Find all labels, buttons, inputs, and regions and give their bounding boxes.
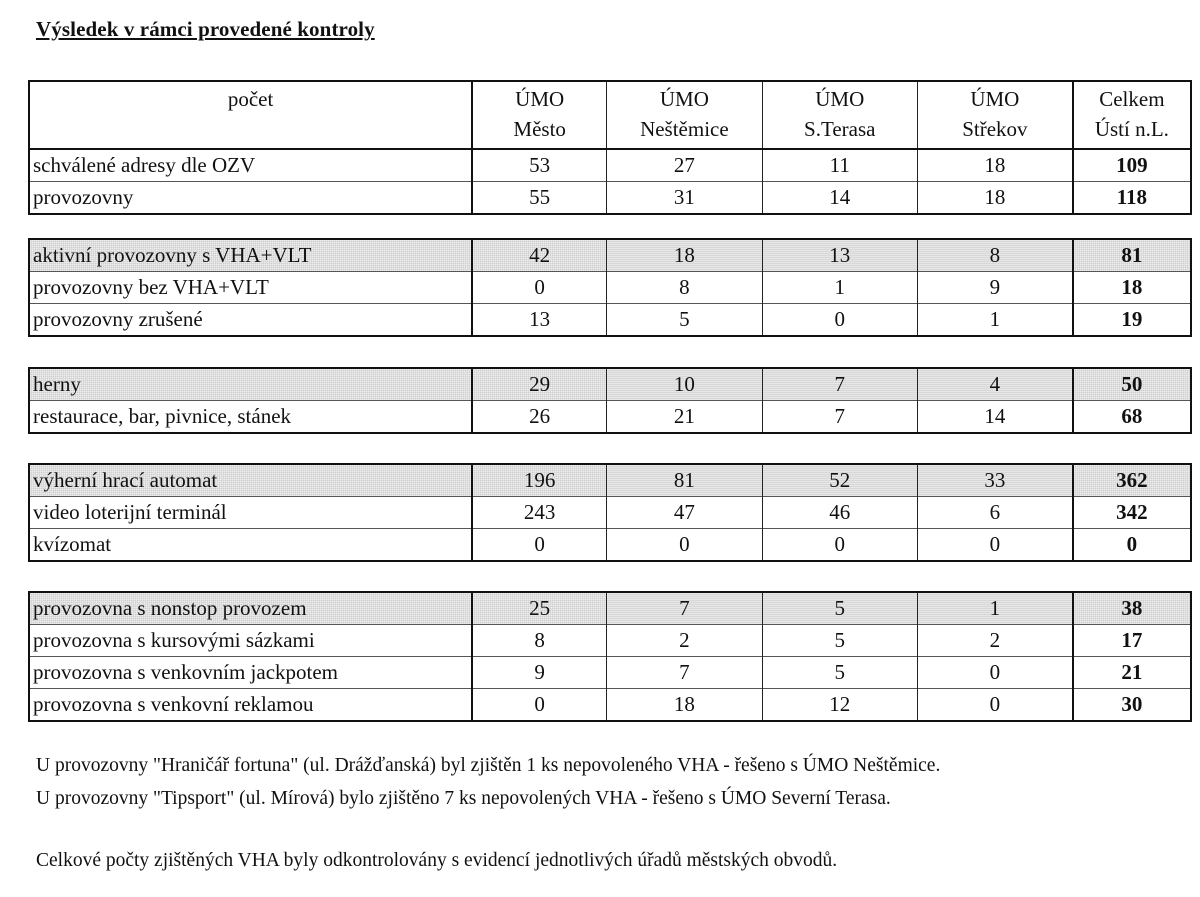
cell-total: 68 xyxy=(1073,401,1191,434)
table-row xyxy=(29,182,1191,215)
cell-umo-nestemice xyxy=(607,625,762,657)
cell-umo-mesto xyxy=(472,529,607,562)
cell-value: 4 xyxy=(989,372,1001,396)
cell-value: 0 xyxy=(679,532,690,556)
row-label: aktivní provozovny s VHA+VLT xyxy=(29,239,472,272)
cell-value: 13 xyxy=(529,307,551,331)
cell-umo-mesto xyxy=(472,304,607,337)
cell-umo-strekov xyxy=(917,239,1072,272)
cell-value: 7 xyxy=(834,404,845,428)
cell-umo-sterasa xyxy=(762,464,917,497)
cell-value: 0 xyxy=(534,532,545,556)
cell-umo-sterasa xyxy=(762,239,917,272)
cell-umo-nestemice xyxy=(607,464,762,497)
cell-value: 0 xyxy=(834,307,845,331)
cell-value: 25 xyxy=(529,596,551,620)
cell-value: 11 xyxy=(829,153,850,177)
cell-value: 2 xyxy=(679,628,690,652)
cell-total: 0 xyxy=(1073,529,1191,562)
cell-umo-mesto xyxy=(472,657,607,689)
cell-umo-strekov xyxy=(917,368,1072,401)
cell-umo-mesto xyxy=(472,625,607,657)
cell-umo-sterasa xyxy=(762,592,917,625)
cell-total: 30 xyxy=(1073,689,1191,722)
cell-umo-mesto xyxy=(472,401,607,434)
cell-value: 0 xyxy=(989,660,1001,684)
cell-value: 33 xyxy=(984,468,1006,492)
cell-umo-mesto xyxy=(472,368,607,401)
row-label: provozovna s nonstop provozem xyxy=(29,592,472,625)
table-row xyxy=(29,625,1191,657)
cell-umo-nestemice xyxy=(607,592,762,625)
cell-value: 0 xyxy=(534,692,545,716)
table-row xyxy=(29,368,1191,401)
cell-umo-mesto xyxy=(472,592,607,625)
row-label: provozovna s venkovní reklamou xyxy=(29,689,472,722)
note-tipsport: U provozovny "Tipsport" (ul. Mírová) bylo zjištěno 7 ks nepovolených VHA - řešeno s ÚMO Severní Terasa. xyxy=(36,788,891,809)
cell-umo-strekov xyxy=(917,497,1072,529)
table-row xyxy=(29,464,1191,497)
summary-table-venue-types xyxy=(28,367,1192,434)
cell-umo-mesto xyxy=(472,497,607,529)
row-label: provozovny zrušené xyxy=(29,304,472,337)
cell-value: 5 xyxy=(834,660,845,684)
cell-value: 52 xyxy=(829,468,851,492)
cell-umo-mesto xyxy=(472,464,607,497)
cell-umo-sterasa xyxy=(762,657,917,689)
table-row xyxy=(29,689,1191,722)
table-row xyxy=(29,592,1191,625)
cell-umo-mesto xyxy=(472,272,607,304)
cell-umo-strekov xyxy=(917,625,1072,657)
cell-umo-nestemice xyxy=(607,272,762,304)
cell-value: 81 xyxy=(673,468,695,492)
cell-value: 243 xyxy=(523,500,556,524)
cell-value: 6 xyxy=(989,500,1001,524)
cell-total: 19 xyxy=(1073,304,1191,337)
cell-value: 1 xyxy=(989,307,1001,331)
cell-umo-nestemice xyxy=(607,657,762,689)
header-celkem: Celkem Ústí n.L. xyxy=(1073,81,1191,149)
cell-umo-mesto xyxy=(472,239,607,272)
cell-total: 21 xyxy=(1073,657,1191,689)
cell-umo-strekov xyxy=(917,304,1072,337)
cell-value: 18 xyxy=(984,185,1006,209)
cell-umo-sterasa xyxy=(762,304,917,337)
cell-value: 27 xyxy=(673,153,695,177)
table-row xyxy=(29,401,1191,434)
cell-value: 26 xyxy=(529,404,551,428)
cell-total: 362 xyxy=(1073,464,1191,497)
cell-value: 5 xyxy=(834,596,845,620)
row-label: provozovny xyxy=(29,182,472,215)
table-row xyxy=(29,497,1191,529)
cell-value: 9 xyxy=(534,660,545,684)
cell-umo-nestemice xyxy=(607,497,762,529)
cell-value: 14 xyxy=(829,185,851,209)
cell-value: 9 xyxy=(989,275,1001,299)
cell-umo-nestemice xyxy=(607,368,762,401)
cell-total: 50 xyxy=(1073,368,1191,401)
cell-umo-mesto xyxy=(472,182,607,215)
cell-value: 1 xyxy=(989,596,1001,620)
cell-value: 18 xyxy=(984,153,1006,177)
cell-value: 14 xyxy=(984,404,1006,428)
cell-umo-sterasa xyxy=(762,529,917,562)
cell-umo-strekov xyxy=(917,149,1072,182)
row-label: provozovny bez VHA+VLT xyxy=(29,272,472,304)
note-hranicar-fortuna: U provozovny "Hraničář fortuna" (ul. Drážďanská) byl zjištěn 1 ks nepovoleného VHA - řešeno s ÚMO Neštěmice. xyxy=(36,755,941,776)
cell-umo-mesto xyxy=(472,149,607,182)
cell-value: 5 xyxy=(679,307,690,331)
table-row xyxy=(29,149,1191,182)
cell-value: 46 xyxy=(829,500,851,524)
row-label: video loterijní terminál xyxy=(29,497,472,529)
cell-value: 2 xyxy=(989,628,1001,652)
cell-umo-strekov xyxy=(917,464,1072,497)
row-label: výherní hrací automat xyxy=(29,464,472,497)
cell-total: 17 xyxy=(1073,625,1191,657)
note-verification: Celkové počty zjištěných VHA byly odkontrolovány s evidencí jednotlivých úřadů městských obvodů. xyxy=(36,850,838,871)
cell-umo-sterasa xyxy=(762,625,917,657)
cell-umo-sterasa xyxy=(762,272,917,304)
document-title: Výsledek v rámci provedené kontroly xyxy=(36,17,375,41)
cell-value: 8 xyxy=(534,628,545,652)
cell-umo-sterasa xyxy=(762,401,917,434)
summary-table-addresses xyxy=(28,80,1192,215)
cell-umo-strekov xyxy=(917,689,1072,722)
summary-table-operations xyxy=(28,591,1192,722)
cell-total: 81 xyxy=(1073,239,1191,272)
cell-value: 8 xyxy=(679,275,690,299)
cell-umo-strekov xyxy=(917,401,1072,434)
cell-value: 0 xyxy=(989,692,1001,716)
row-label: kvízomat xyxy=(29,529,472,562)
row-label: herny xyxy=(29,368,472,401)
cell-umo-strekov xyxy=(917,182,1072,215)
cell-value: 13 xyxy=(829,243,851,267)
cell-value: 7 xyxy=(679,660,690,684)
cell-umo-strekov xyxy=(917,272,1072,304)
cell-umo-strekov xyxy=(917,592,1072,625)
cell-value: 0 xyxy=(989,532,1001,556)
cell-umo-sterasa xyxy=(762,368,917,401)
cell-value: 0 xyxy=(534,275,545,299)
row-label: provozovna s kursovými sázkami xyxy=(29,625,472,657)
cell-umo-mesto xyxy=(472,689,607,722)
cell-umo-nestemice xyxy=(607,401,762,434)
header-umo-sterasa: ÚMO S.Terasa xyxy=(762,81,917,149)
summary-table-establishments xyxy=(28,238,1192,337)
cell-value: 55 xyxy=(529,185,551,209)
header-label: počet xyxy=(29,81,472,149)
cell-value: 18 xyxy=(673,243,695,267)
table-row xyxy=(29,529,1191,562)
table-header-row xyxy=(29,81,1191,149)
header-umo-nestemice: ÚMO Neštěmice xyxy=(607,81,762,149)
cell-value: 10 xyxy=(673,372,695,396)
cell-umo-sterasa xyxy=(762,689,917,722)
cell-value: 18 xyxy=(673,692,695,716)
table-row xyxy=(29,657,1191,689)
cell-value: 5 xyxy=(834,628,845,652)
cell-umo-nestemice xyxy=(607,149,762,182)
cell-umo-strekov xyxy=(917,657,1072,689)
table-row xyxy=(29,304,1191,337)
cell-value: 7 xyxy=(679,596,690,620)
cell-total: 38 xyxy=(1073,592,1191,625)
cell-umo-sterasa xyxy=(762,497,917,529)
cell-umo-nestemice xyxy=(607,529,762,562)
summary-table-devices xyxy=(28,463,1192,562)
cell-value: 8 xyxy=(989,243,1001,267)
cell-value: 0 xyxy=(834,532,845,556)
table-row xyxy=(29,272,1191,304)
cell-value: 42 xyxy=(529,243,551,267)
cell-total: 342 xyxy=(1073,497,1191,529)
table-row xyxy=(29,239,1191,272)
cell-value: 1 xyxy=(834,275,845,299)
cell-umo-nestemice xyxy=(607,304,762,337)
cell-total: 109 xyxy=(1073,149,1191,182)
cell-total: 18 xyxy=(1073,272,1191,304)
cell-value: 7 xyxy=(834,372,845,396)
row-label: restaurace, bar, pivnice, stánek xyxy=(29,401,472,434)
cell-value: 53 xyxy=(529,153,551,177)
cell-umo-strekov xyxy=(917,529,1072,562)
cell-value: 196 xyxy=(523,468,556,492)
cell-value: 21 xyxy=(673,404,695,428)
row-label: schválené adresy dle OZV xyxy=(29,149,472,182)
cell-umo-sterasa xyxy=(762,149,917,182)
cell-total: 118 xyxy=(1073,182,1191,215)
cell-value: 12 xyxy=(829,692,851,716)
cell-value: 29 xyxy=(529,372,551,396)
cell-umo-nestemice xyxy=(607,689,762,722)
cell-umo-nestemice xyxy=(607,182,762,215)
cell-umo-sterasa xyxy=(762,182,917,215)
cell-umo-nestemice xyxy=(607,239,762,272)
header-umo-mesto: ÚMO Město xyxy=(472,81,607,149)
row-label: provozovna s venkovním jackpotem xyxy=(29,657,472,689)
cell-value: 47 xyxy=(673,500,695,524)
cell-value: 31 xyxy=(673,185,695,209)
header-umo-strekov: ÚMO Střekov xyxy=(917,81,1072,149)
